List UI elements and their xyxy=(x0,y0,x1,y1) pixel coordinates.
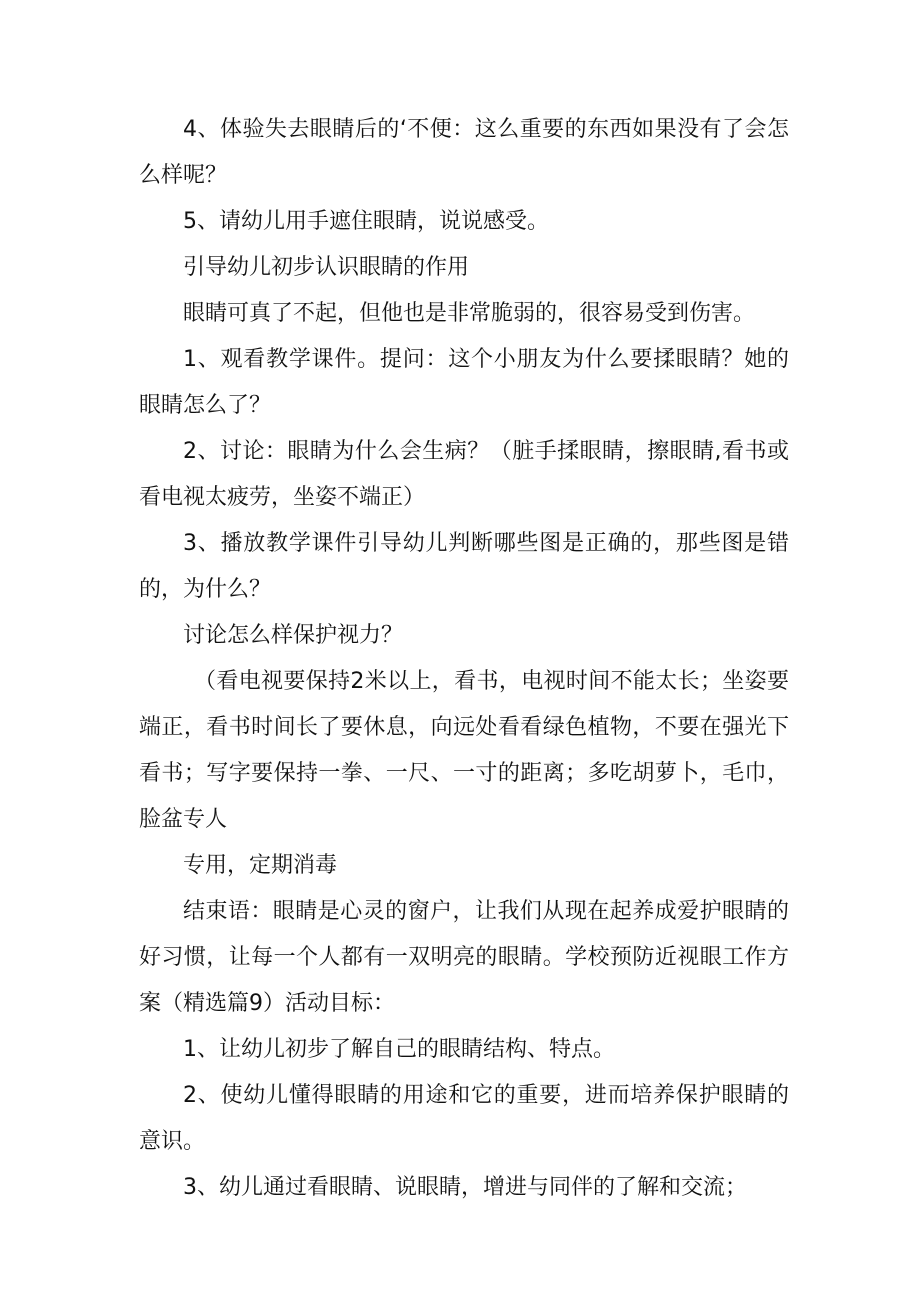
goal-2-eye-importance: 2、使幼儿懂得眼睛的用途和它的重要，进而培养保护眼睛的意识。 xyxy=(139,1083,789,1154)
paragraph-2-discussion: 2、讨论：眼睛为什么会生病？（脏手揉眼睛，擦眼睛,看书或看电视太疲劳，坐姿不端正） xyxy=(139,439,789,510)
paragraph-conclusion: 结束语：眼睛是心灵的窗户，让我们从现在起养成爱护眼睛的好习惯，让每一个人都有一双明亮的眼睛。学校预防近视眼工作方案（精选篇9）活动目标： xyxy=(139,899,789,1016)
document-body xyxy=(139,107,789,1211)
section-heading-eye-function: 引导幼儿初步认识眼睛的作用 xyxy=(183,255,470,280)
paragraph-4-experience: 4、体验失去眼睛后的‘不便：这么重要的东西如果没有了会怎么样呢？ xyxy=(139,117,789,188)
paragraph-eyes-fragile: 眼睛可真了不起，但他也是非常脆弱的，很容易受到伤害。 xyxy=(183,301,756,326)
section-heading-protect-vision: 讨论怎么样保护视力？ xyxy=(183,623,404,648)
paragraph-protection-tips: （看电视要保持2米以上，看书，电视时间不能太长；坐姿要端正，看书时间长了要休息，向远处看看绿色植物，不要在强光下看书；写字要保持一拳、一尺、一寸的距离；多吃胡萝卜，毛巾，脸盆专人 xyxy=(139,669,789,832)
goal-1-eye-structure: 1、让幼儿初步了解自己的眼睛结构、特点。 xyxy=(183,1037,615,1062)
paragraph-3-judge-pictures: 3、播放教学课件引导幼儿判断哪些图是正确的，那些图是错的，为什么？ xyxy=(139,531,789,602)
goal-3-communication: 3、幼儿通过看眼睛、说眼睛，增进与同伴的了解和交流； xyxy=(183,1175,747,1200)
paragraph-1-courseware: 1、观看教学课件。提问：这个小朋友为什么要揉眼睛？她的眼睛怎么了？ xyxy=(139,347,789,418)
paragraph-5-cover-eyes: 5、请幼儿用手遮住眼睛，说说感受。 xyxy=(183,209,549,234)
paragraph-dedicated-use: 专用，定期消毒 xyxy=(183,853,338,878)
